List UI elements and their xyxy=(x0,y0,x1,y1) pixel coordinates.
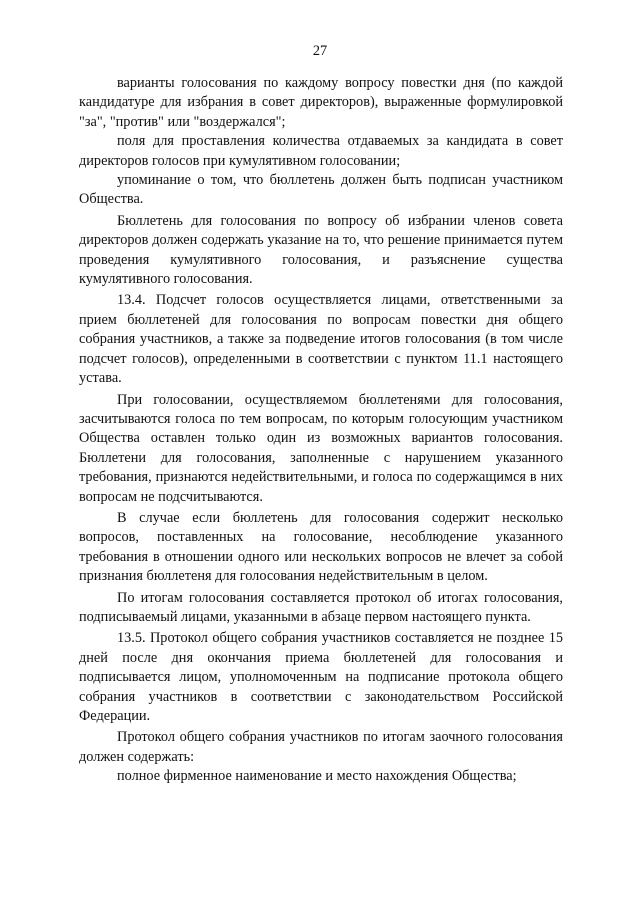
paragraph-company-name-location: полное фирменное наименование и место нахождения Общества; xyxy=(117,768,517,785)
paragraph-absentee-protocol-contents: Протокол общего собрания участников по итогам заочного голосования должен содержать: xyxy=(79,729,563,765)
paragraph-signature-note: упоминание о том, что бюллетень должен быть подписан участником Общества. xyxy=(79,172,563,208)
document-body xyxy=(79,74,563,787)
page-number: 27 xyxy=(312,43,328,59)
paragraph-multiple-questions: В случае если бюллетень для голосования содержит несколько вопросов, поставленных на голосование, несоблюдение указанного требования в отношении одного или нескольких вопросов не влечет за собой признания бюллетеня для голосования недействительным в целом. xyxy=(79,509,563,585)
paragraph-ballot-validity: При голосовании, осуществляемом бюллетенями для голосования, засчитываются голоса по тем вопросам, по которым голосующим участником Общества оставлен только один из возможных вариантов голосования. Бюллетени для голосования, заполненные с нарушением указанного требования, признаются недействительными, и голоса по содержащимся в них вопросам не подсчитываются. xyxy=(79,391,563,505)
paragraph-results-protocol: По итогам голосования составляется протокол об итогах голосования, подписываемый лицами, указанными в абзаце первом настоящего пункта. xyxy=(79,589,563,625)
paragraph-cumulative-fields: поля для проставления количества отдаваемых за кандидата в совет директоров голосов при кумулятивном голосовании; xyxy=(79,133,563,169)
paragraph-ballot-board-election: Бюллетень для голосования по вопросу об избрании членов совета директоров должен содержать указание на то, что решение принимается путем проведения кумулятивного голосования, и разъяснение существа кумулятивного голосования. xyxy=(79,212,563,288)
paragraph-voting-options: варианты голосования по каждому вопросу повестки дня (по каждой кандидатуре для избрания в совет директоров), выраженные формулировкой "за", "против" или "воздержался"; xyxy=(79,75,563,130)
paragraph-13-4-vote-counting: 13.4. Подсчет голосов осуществляется лицами, ответственными за прием бюллетеней для голосования по вопросам повестки дня общего собрания участников, а также за подведение итогов голосования (в том числе подсчет голосов), определенными в соответствии с пунктом 11.1 настоящего устава. xyxy=(79,292,563,387)
paragraph-13-5-meeting-protocol: 13.5. Протокол общего собрания участников составляется не позднее 15 дней после дня окончания приема бюллетеней для голосования и подписывается лицом, уполномоченным на подписание протокола общего собрания участников в соответствии с законодательством Российской Федерации. xyxy=(79,630,563,724)
